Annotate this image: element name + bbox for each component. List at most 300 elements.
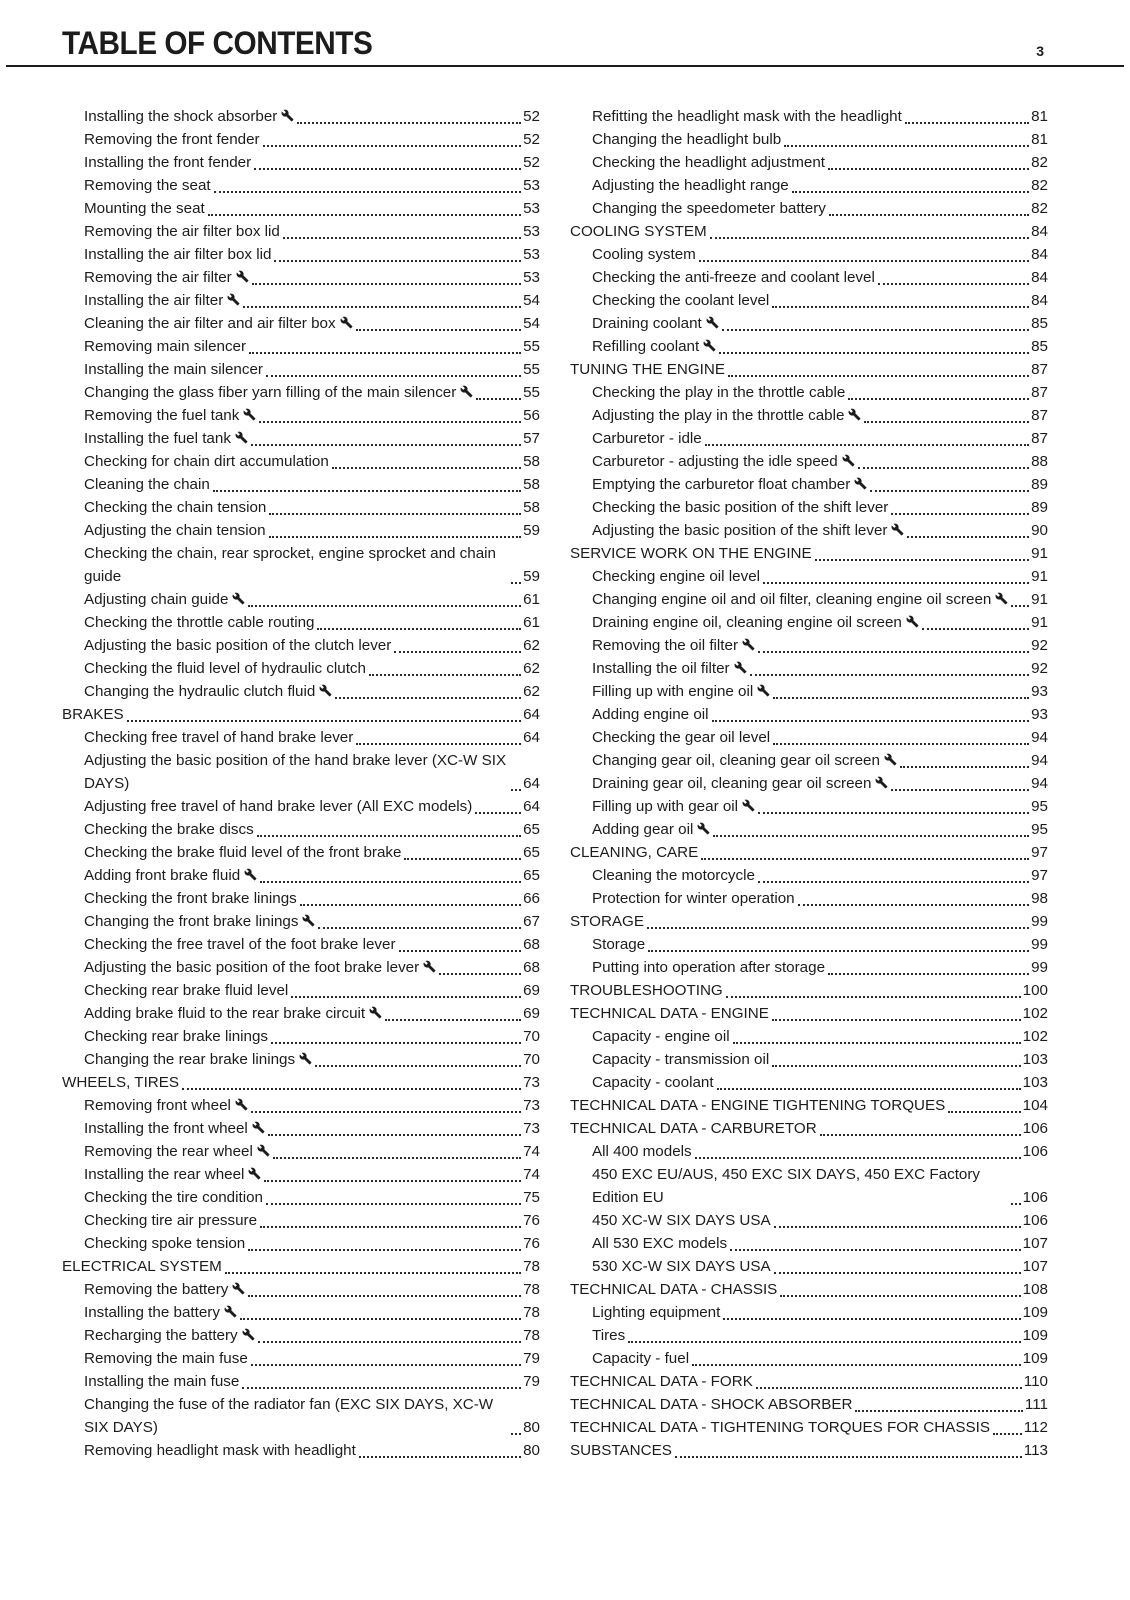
toc-entry-label: Carburetor - idle bbox=[592, 430, 702, 447]
wrench-icon bbox=[224, 1305, 237, 1318]
toc-entry-label: Adding front brake fluid bbox=[84, 867, 241, 884]
toc-entry[interactable] bbox=[570, 680, 1048, 703]
toc-entry[interactable] bbox=[62, 1071, 540, 1094]
toc-entry[interactable] bbox=[570, 1370, 1048, 1393]
toc-entry[interactable] bbox=[570, 864, 1048, 887]
toc-entry[interactable] bbox=[570, 1071, 1048, 1094]
toc-entry-label: Changing gear oil, cleaning gear oil screen bbox=[592, 752, 880, 769]
toc-entry[interactable] bbox=[570, 1002, 1048, 1025]
dot-leader bbox=[240, 1318, 521, 1320]
toc-entry-label: All 400 models bbox=[592, 1143, 692, 1160]
toc-entry-label: Draining coolant bbox=[592, 315, 702, 332]
toc-entry[interactable] bbox=[62, 381, 540, 404]
toc-entry-label: TECHNICAL DATA - SHOCK ABSORBER bbox=[570, 1396, 853, 1413]
dot-leader bbox=[870, 490, 1029, 492]
toc-entry-page: 87 bbox=[1031, 384, 1048, 401]
toc-entry-label: Checking the tire condition bbox=[84, 1189, 263, 1206]
toc-entry-page: 109 bbox=[1022, 1327, 1048, 1344]
toc-entry-label: Checking the basic position of the shift lever bbox=[592, 499, 889, 516]
toc-entry[interactable] bbox=[62, 312, 540, 335]
wrench-icon bbox=[340, 316, 353, 329]
toc-entry-label: Installing the main silencer bbox=[84, 361, 263, 378]
toc-entry[interactable] bbox=[62, 1255, 540, 1278]
toc-entry-label: Removing main silencer bbox=[84, 338, 247, 355]
toc-entry[interactable] bbox=[62, 266, 540, 289]
toc-entry[interactable] bbox=[62, 1393, 540, 1439]
toc-entry-label: Capacity - engine oil bbox=[592, 1028, 730, 1045]
toc-entry[interactable] bbox=[62, 611, 540, 634]
toc-entry-page: 79 bbox=[523, 1373, 540, 1390]
toc-entry-label: Filling up with engine oil bbox=[592, 683, 754, 700]
dot-leader bbox=[318, 927, 521, 929]
toc-entry[interactable] bbox=[570, 358, 1048, 381]
toc-entry[interactable] bbox=[62, 1140, 540, 1163]
toc-entry[interactable] bbox=[570, 1094, 1048, 1117]
toc-column-1 bbox=[62, 105, 540, 1462]
dot-leader bbox=[127, 720, 521, 722]
toc-entry-page: 99 bbox=[1031, 959, 1048, 976]
toc-entry[interactable] bbox=[62, 450, 540, 473]
toc-entry-label: CLEANING, CARE bbox=[570, 844, 699, 861]
toc-entry[interactable] bbox=[570, 1117, 1048, 1140]
toc-entry-label: Checking the throttle cable routing bbox=[84, 614, 315, 631]
toc-entry-page: 88 bbox=[1031, 453, 1048, 470]
toc-entry[interactable] bbox=[570, 726, 1048, 749]
toc-entry[interactable] bbox=[62, 1232, 540, 1255]
toc-entry[interactable] bbox=[570, 1140, 1048, 1163]
toc-entry-page: 74 bbox=[523, 1166, 540, 1183]
toc-entry[interactable] bbox=[62, 680, 540, 703]
toc-entry-page: 99 bbox=[1031, 936, 1048, 953]
toc-entry-page: 94 bbox=[1031, 775, 1048, 792]
toc-entry-page: 73 bbox=[523, 1074, 540, 1091]
toc-entry-label: Adjusting the basic position of the hand brake lever (XC-W SIX DAYS) bbox=[84, 752, 507, 792]
toc-entry[interactable] bbox=[62, 1163, 540, 1186]
dot-leader bbox=[269, 536, 522, 538]
toc-entry[interactable] bbox=[570, 749, 1048, 772]
toc-entry[interactable] bbox=[570, 979, 1048, 1002]
toc-entry-label: Changing the hydraulic clutch fluid bbox=[84, 683, 316, 700]
dot-leader bbox=[182, 1088, 521, 1090]
toc-entry[interactable] bbox=[570, 404, 1048, 427]
dot-leader bbox=[774, 1272, 1021, 1274]
dot-leader bbox=[259, 421, 521, 423]
toc-entry[interactable] bbox=[62, 979, 540, 1002]
dot-leader bbox=[248, 1295, 521, 1297]
toc-entry-label: Capacity - coolant bbox=[592, 1074, 714, 1091]
toc-entry-label: Capacity - transmission oil bbox=[592, 1051, 770, 1068]
toc-entry-label: BRAKES bbox=[62, 706, 124, 723]
toc-entry[interactable] bbox=[570, 703, 1048, 726]
toc-entry-page: 65 bbox=[523, 821, 540, 838]
toc-entry[interactable] bbox=[570, 841, 1048, 864]
toc-entry[interactable] bbox=[62, 174, 540, 197]
toc-entry[interactable] bbox=[62, 473, 540, 496]
toc-entry-label: Checking rear brake linings bbox=[84, 1028, 269, 1045]
toc-entry[interactable] bbox=[62, 634, 540, 657]
toc-entry[interactable] bbox=[62, 105, 540, 128]
dot-leader bbox=[647, 927, 1029, 929]
toc-entry-page: 78 bbox=[523, 1327, 540, 1344]
toc-entry[interactable] bbox=[62, 335, 540, 358]
toc-entry[interactable] bbox=[570, 910, 1048, 933]
dot-leader bbox=[251, 1111, 521, 1113]
toc-entry[interactable] bbox=[570, 611, 1048, 634]
dot-leader bbox=[758, 881, 1029, 883]
toc-entry[interactable] bbox=[62, 1370, 540, 1393]
toc-entry-page: 93 bbox=[1031, 683, 1048, 700]
toc-entry-label: Installing the rear wheel bbox=[84, 1166, 245, 1183]
toc-entry-label: Removing headlight mask with headlight bbox=[84, 1442, 356, 1459]
toc-entry[interactable] bbox=[570, 933, 1048, 956]
dot-leader bbox=[717, 1088, 1021, 1090]
toc-entry[interactable] bbox=[570, 1025, 1048, 1048]
toc-entry[interactable] bbox=[62, 427, 540, 450]
toc-entry-page: 61 bbox=[523, 614, 540, 631]
toc-entry[interactable] bbox=[570, 772, 1048, 795]
toc-entry[interactable] bbox=[62, 956, 540, 979]
dot-leader bbox=[878, 283, 1029, 285]
toc-entry-label: Checking tire air pressure bbox=[84, 1212, 258, 1229]
toc-entry-page: 85 bbox=[1031, 315, 1048, 332]
wrench-icon bbox=[423, 960, 436, 973]
toc-entry[interactable] bbox=[570, 1209, 1048, 1232]
toc-entry[interactable] bbox=[570, 381, 1048, 404]
dot-leader bbox=[772, 1065, 1020, 1067]
dot-leader bbox=[225, 1272, 521, 1274]
toc-entry-page: 106 bbox=[1022, 1212, 1048, 1229]
toc-entry-label: 450 XC-W SIX DAYS USA bbox=[592, 1212, 771, 1229]
toc-entry-page: 64 bbox=[523, 729, 540, 746]
toc-entry-page: 93 bbox=[1031, 706, 1048, 723]
dot-leader bbox=[815, 559, 1029, 561]
toc-entry-page: 66 bbox=[523, 890, 540, 907]
toc-entry[interactable] bbox=[570, 312, 1048, 335]
toc-entry-label: Changing the speedometer battery bbox=[592, 200, 826, 217]
wrench-icon bbox=[319, 684, 332, 697]
toc-entry[interactable] bbox=[570, 1439, 1048, 1462]
toc-entry-page: 97 bbox=[1031, 867, 1048, 884]
toc-entry[interactable] bbox=[62, 404, 540, 427]
toc-entry-page: 89 bbox=[1031, 499, 1048, 516]
toc-entry-label: Changing the rear brake linings bbox=[84, 1051, 296, 1068]
toc-entry-label: Tires bbox=[592, 1327, 626, 1344]
toc-entry[interactable] bbox=[62, 703, 540, 726]
dot-leader bbox=[780, 1295, 1020, 1297]
wrench-icon bbox=[842, 454, 855, 467]
toc-entry[interactable] bbox=[62, 841, 540, 864]
toc-entry-label: Putting into operation after storage bbox=[592, 959, 826, 976]
wrench-icon bbox=[243, 408, 256, 421]
toc-entry[interactable] bbox=[570, 519, 1048, 542]
toc-entry-page: 76 bbox=[523, 1212, 540, 1229]
toc-entry-page: 109 bbox=[1022, 1304, 1048, 1321]
toc-entry[interactable] bbox=[62, 864, 540, 887]
toc-entry-page: 87 bbox=[1031, 361, 1048, 378]
toc-entry[interactable] bbox=[62, 1094, 540, 1117]
dot-leader bbox=[828, 973, 1029, 975]
toc-entry[interactable] bbox=[62, 1048, 540, 1071]
dot-leader bbox=[385, 1019, 521, 1021]
toc-entry[interactable] bbox=[62, 151, 540, 174]
dot-leader bbox=[268, 1134, 521, 1136]
toc-entry[interactable] bbox=[62, 542, 540, 588]
toc-entry[interactable] bbox=[570, 151, 1048, 174]
dot-leader bbox=[359, 1456, 521, 1458]
toc-entry-page: 92 bbox=[1031, 637, 1048, 654]
toc-entry[interactable] bbox=[62, 1025, 540, 1048]
toc-entry-label: Installing the battery bbox=[84, 1304, 220, 1321]
toc-entry-page: 94 bbox=[1031, 752, 1048, 769]
dot-leader bbox=[628, 1341, 1020, 1343]
toc-entry-label: Adding brake fluid to the rear brake circuit bbox=[84, 1005, 366, 1022]
toc-entry-label: COOLING SYSTEM bbox=[570, 223, 707, 240]
toc-entry[interactable] bbox=[62, 1439, 540, 1462]
dot-leader bbox=[758, 812, 1029, 814]
toc-entry[interactable] bbox=[570, 266, 1048, 289]
toc-entry[interactable] bbox=[570, 197, 1048, 220]
toc-entry[interactable] bbox=[62, 496, 540, 519]
toc-entry[interactable] bbox=[62, 1117, 540, 1140]
toc-entry[interactable] bbox=[62, 289, 540, 312]
toc-entry-page: 102 bbox=[1022, 1005, 1048, 1022]
dot-leader bbox=[264, 1180, 521, 1182]
dot-leader bbox=[900, 766, 1029, 768]
toc-entry-label: Removing the fuel tank bbox=[84, 407, 240, 424]
dot-leader bbox=[356, 329, 522, 331]
toc-entry-label: Installing the air filter box lid bbox=[84, 246, 272, 263]
dot-leader bbox=[772, 1019, 1021, 1021]
toc-entry[interactable] bbox=[570, 795, 1048, 818]
toc-entry[interactable] bbox=[570, 818, 1048, 841]
toc-entry[interactable] bbox=[570, 450, 1048, 473]
toc-entry[interactable] bbox=[62, 910, 540, 933]
toc-entry[interactable] bbox=[62, 1209, 540, 1232]
toc-entry-page: 98 bbox=[1031, 890, 1048, 907]
toc-entry[interactable] bbox=[570, 1163, 1048, 1209]
toc-entry[interactable] bbox=[570, 542, 1048, 565]
toc-entry[interactable] bbox=[570, 1301, 1048, 1324]
toc-entry-label: Draining gear oil, cleaning gear oil screen bbox=[592, 775, 872, 792]
toc-entry-page: 65 bbox=[523, 844, 540, 861]
toc-entry[interactable] bbox=[62, 818, 540, 841]
toc-entry[interactable] bbox=[570, 956, 1048, 979]
toc-entry-label: Cooling system bbox=[592, 246, 696, 263]
toc-entry-page: 89 bbox=[1031, 476, 1048, 493]
toc-entry-page: 82 bbox=[1031, 154, 1048, 171]
toc-entry-page: 99 bbox=[1031, 913, 1048, 930]
toc-entry-page: 90 bbox=[1031, 522, 1048, 539]
toc-entry-label: Installing the oil filter bbox=[592, 660, 730, 677]
toc-entry-label: Removing the rear wheel bbox=[84, 1143, 253, 1160]
toc-entry[interactable] bbox=[570, 1278, 1048, 1301]
toc-entry[interactable] bbox=[62, 887, 540, 910]
wrench-icon bbox=[697, 822, 710, 835]
toc-entry-page: 84 bbox=[1031, 223, 1048, 240]
dot-leader bbox=[260, 1226, 521, 1228]
toc-entry[interactable] bbox=[570, 220, 1048, 243]
dot-leader bbox=[258, 1341, 521, 1343]
toc-entry[interactable] bbox=[62, 588, 540, 611]
dot-leader bbox=[773, 697, 1029, 699]
toc-entry-label: SUBSTANCES bbox=[570, 1442, 672, 1459]
toc-entry-label: Removing the front fender bbox=[84, 131, 260, 148]
toc-entry-label: Checking the chain tension bbox=[84, 499, 267, 516]
toc-entry[interactable] bbox=[570, 1048, 1048, 1071]
toc-entry[interactable] bbox=[62, 243, 540, 266]
dot-leader bbox=[705, 444, 1029, 446]
toc-entry-page: 62 bbox=[523, 683, 540, 700]
toc-entry[interactable] bbox=[62, 749, 540, 795]
toc-entry-label: Checking the fluid level of hydraulic clutch bbox=[84, 660, 366, 677]
toc-entry-page: 75 bbox=[523, 1189, 540, 1206]
toc-entry[interactable] bbox=[62, 795, 540, 818]
dot-leader bbox=[283, 237, 521, 239]
dot-leader bbox=[399, 950, 522, 952]
toc-entry-label: Checking free travel of hand brake lever bbox=[84, 729, 354, 746]
toc-entry[interactable] bbox=[570, 657, 1048, 680]
wrench-icon bbox=[369, 1006, 382, 1019]
toc-entry[interactable] bbox=[62, 1324, 540, 1347]
dot-leader bbox=[905, 122, 1029, 124]
toc-entry[interactable] bbox=[62, 1347, 540, 1370]
toc-entry-page: 70 bbox=[523, 1051, 540, 1068]
toc-entry[interactable] bbox=[570, 243, 1048, 266]
toc-entry[interactable] bbox=[62, 128, 540, 151]
toc-entry-label: Protection for winter operation bbox=[592, 890, 795, 907]
toc-entry-page: 61 bbox=[523, 591, 540, 608]
toc-entry-label: Draining engine oil, cleaning engine oil screen bbox=[592, 614, 902, 631]
toc-entry[interactable] bbox=[570, 105, 1048, 128]
wrench-icon bbox=[742, 799, 755, 812]
toc-entry[interactable] bbox=[570, 427, 1048, 450]
toc-entry[interactable] bbox=[62, 1278, 540, 1301]
toc-entry[interactable] bbox=[570, 565, 1048, 588]
toc-entry-label: Removing the air filter bbox=[84, 269, 232, 286]
toc-entry[interactable] bbox=[62, 933, 540, 956]
toc-entry[interactable] bbox=[62, 220, 540, 243]
toc-entry-label: Refitting the headlight mask with the headlight bbox=[592, 108, 902, 125]
toc-entry-page: 64 bbox=[523, 706, 540, 723]
toc-entry[interactable] bbox=[570, 588, 1048, 611]
toc-entry-label: Checking the brake fluid level of the front brake bbox=[84, 844, 402, 861]
toc-entry-label: Adjusting the basic position of the clutch lever bbox=[84, 637, 392, 654]
toc-entry-page: 109 bbox=[1022, 1350, 1048, 1367]
toc-entry[interactable] bbox=[62, 1301, 540, 1324]
dot-leader bbox=[719, 352, 1029, 354]
toc-entry-page: 73 bbox=[523, 1097, 540, 1114]
wrench-icon bbox=[995, 592, 1008, 605]
toc-entry[interactable] bbox=[570, 1347, 1048, 1370]
toc-entry-page: 52 bbox=[523, 154, 540, 171]
dot-leader bbox=[475, 812, 521, 814]
toc-entry-page: 84 bbox=[1031, 292, 1048, 309]
toc-entry-page: 52 bbox=[523, 131, 540, 148]
toc-entry[interactable] bbox=[62, 519, 540, 542]
toc-entry[interactable] bbox=[570, 128, 1048, 151]
dot-leader bbox=[1011, 605, 1029, 607]
toc-entry-page: 73 bbox=[523, 1120, 540, 1137]
toc-entry-label: WHEELS, TIRES bbox=[62, 1074, 180, 1091]
toc-entry[interactable] bbox=[570, 289, 1048, 312]
toc-entry[interactable] bbox=[570, 335, 1048, 358]
toc-entry-label: Emptying the carburetor float chamber bbox=[592, 476, 851, 493]
toc-entry[interactable] bbox=[570, 1393, 1048, 1416]
dot-leader bbox=[263, 145, 521, 147]
dot-leader bbox=[266, 375, 521, 377]
toc-entry-label: Cleaning the chain bbox=[84, 476, 210, 493]
wrench-icon bbox=[891, 523, 904, 536]
toc-entry[interactable] bbox=[62, 1002, 540, 1025]
toc-entry[interactable] bbox=[62, 358, 540, 381]
toc-entry-page: 76 bbox=[523, 1235, 540, 1252]
toc-entry[interactable] bbox=[570, 634, 1048, 657]
dot-leader bbox=[829, 214, 1029, 216]
toc-entry-page: 113 bbox=[1023, 1442, 1048, 1459]
toc-entry[interactable] bbox=[62, 1186, 540, 1209]
toc-entry[interactable] bbox=[570, 887, 1048, 910]
wrench-icon bbox=[244, 868, 257, 881]
toc-entry[interactable] bbox=[570, 1416, 1048, 1439]
toc-entry-label: 530 XC-W SIX DAYS USA bbox=[592, 1258, 771, 1275]
toc-entry-label: Removing the air filter box lid bbox=[84, 223, 280, 240]
toc-entry-page: 84 bbox=[1031, 269, 1048, 286]
toc-entry[interactable] bbox=[62, 657, 540, 680]
toc-entry[interactable] bbox=[570, 1232, 1048, 1255]
toc-entry[interactable] bbox=[570, 473, 1048, 496]
toc-entry-page: 53 bbox=[523, 223, 540, 240]
dot-leader bbox=[476, 398, 521, 400]
toc-entry[interactable] bbox=[62, 726, 540, 749]
toc-entry-label: Installing the front fender bbox=[84, 154, 252, 171]
toc-entry-label: Installing the main fuse bbox=[84, 1373, 240, 1390]
toc-entry-label: Refilling coolant bbox=[592, 338, 700, 355]
dot-leader bbox=[713, 835, 1029, 837]
toc-entry-page: 107 bbox=[1022, 1235, 1048, 1252]
toc-entry-label: Checking the anti-freeze and coolant level bbox=[592, 269, 875, 286]
toc-entry-page: 106 bbox=[1022, 1189, 1048, 1206]
toc-entry-label: Checking the gear oil level bbox=[592, 729, 771, 746]
toc-entry[interactable] bbox=[62, 197, 540, 220]
toc-entry-page: 78 bbox=[523, 1281, 540, 1298]
toc-entry-label: Installing the fuel tank bbox=[84, 430, 231, 447]
toc-entry-page: 100 bbox=[1022, 982, 1048, 999]
toc-entry[interactable] bbox=[570, 496, 1048, 519]
toc-entry-label: Adding gear oil bbox=[592, 821, 694, 838]
dot-leader bbox=[369, 674, 521, 676]
toc-entry[interactable] bbox=[570, 1324, 1048, 1347]
dot-leader bbox=[763, 582, 1029, 584]
page-title: TABLE OF CONTENTS bbox=[62, 24, 373, 62]
toc-entry-page: 55 bbox=[523, 384, 540, 401]
toc-entry-label: Removing front wheel bbox=[84, 1097, 231, 1114]
toc-entry-page: 55 bbox=[523, 338, 540, 355]
toc-entry-label: Checking the headlight adjustment bbox=[592, 154, 826, 171]
toc-entry-page: 85 bbox=[1031, 338, 1048, 355]
toc-entry-page: 112 bbox=[1023, 1419, 1048, 1436]
wrench-icon bbox=[302, 914, 315, 927]
dot-leader bbox=[648, 950, 1029, 952]
toc-entry-label: Checking the chain, rear sprocket, engine sprocket and chain guide bbox=[84, 545, 496, 585]
toc-entry-page: 107 bbox=[1022, 1258, 1048, 1275]
dot-leader bbox=[248, 605, 521, 607]
dot-leader bbox=[750, 674, 1029, 676]
toc-entry-label: Checking spoke tension bbox=[84, 1235, 246, 1252]
dot-leader bbox=[848, 398, 1029, 400]
toc-entry-label: Adjusting free travel of hand brake lever (All EXC models) bbox=[84, 798, 473, 815]
toc-entry[interactable] bbox=[570, 1255, 1048, 1278]
toc-entry[interactable] bbox=[570, 174, 1048, 197]
